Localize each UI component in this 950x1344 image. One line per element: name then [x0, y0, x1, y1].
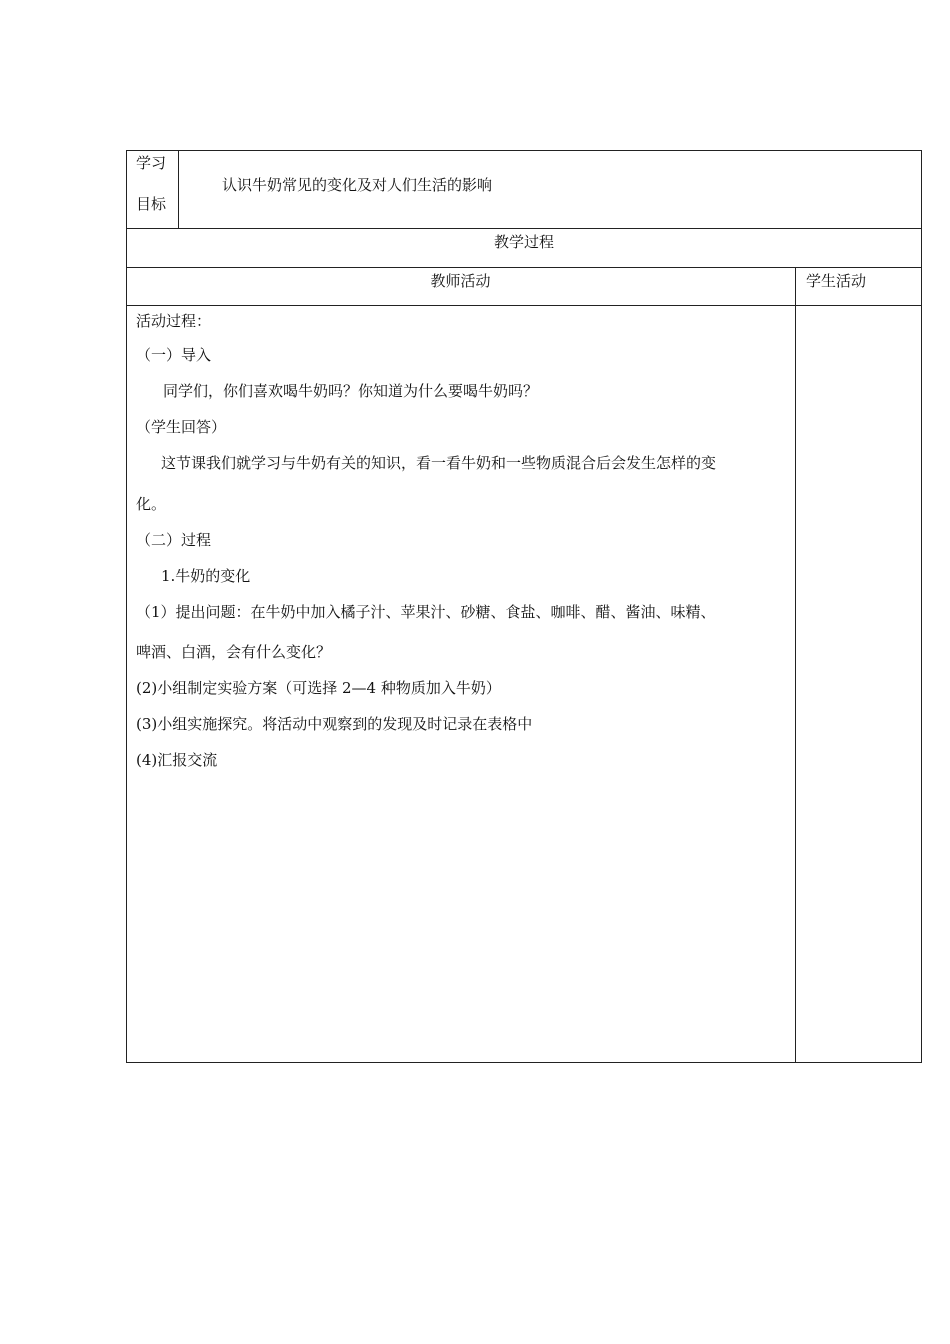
content-line: (4)汇报交流: [136, 751, 218, 769]
content-line: 这节课我们就学习与牛奶有关的知识，看一看牛奶和一些物质混合后会发生怎样的变: [161, 454, 717, 472]
process-header: 教学过程: [493, 233, 554, 251]
content-line: （二）过程: [136, 531, 212, 549]
content-line: （一）导入: [136, 346, 212, 364]
content-line: (3)小组实施探究。将活动中观察到的发现及时记录在表格中: [136, 715, 533, 733]
goal-label-line2: 目标: [136, 195, 167, 213]
content-line: 活动过程：: [136, 312, 212, 330]
student-activity-header: 学生活动: [806, 272, 867, 290]
divider-columns-bottom: [126, 305, 922, 306]
teacher-activity-header: 教师活动: [430, 272, 491, 290]
divider-process-bottom: [126, 267, 922, 268]
divider-student-column: [795, 267, 796, 1063]
content-line: （1）提出问题：在牛奶中加入橘子汁、苹果汁、砂糖、食盐、咖啡、醋、酱油、味精、: [136, 603, 716, 621]
goal-text: 认识牛奶常见的变化及对人们生活的影响: [222, 176, 493, 194]
content-line: 化。: [136, 495, 167, 513]
content-line: (2)小组制定实验方案（可选择 2—4 种物质加入牛奶）: [136, 679, 501, 697]
content-line: （学生回答）: [136, 418, 227, 436]
content-line: 同学们，你们喜欢喝牛奶吗？你知道为什么要喝牛奶吗？: [163, 382, 539, 400]
content-line: 1.牛奶的变化: [161, 567, 251, 585]
goal-label-line1: 学习: [136, 154, 167, 172]
divider-goal-label: [178, 150, 179, 228]
divider-goal-bottom: [126, 228, 922, 229]
content-line: 啤酒、白酒，会有什么变化？: [136, 643, 332, 661]
